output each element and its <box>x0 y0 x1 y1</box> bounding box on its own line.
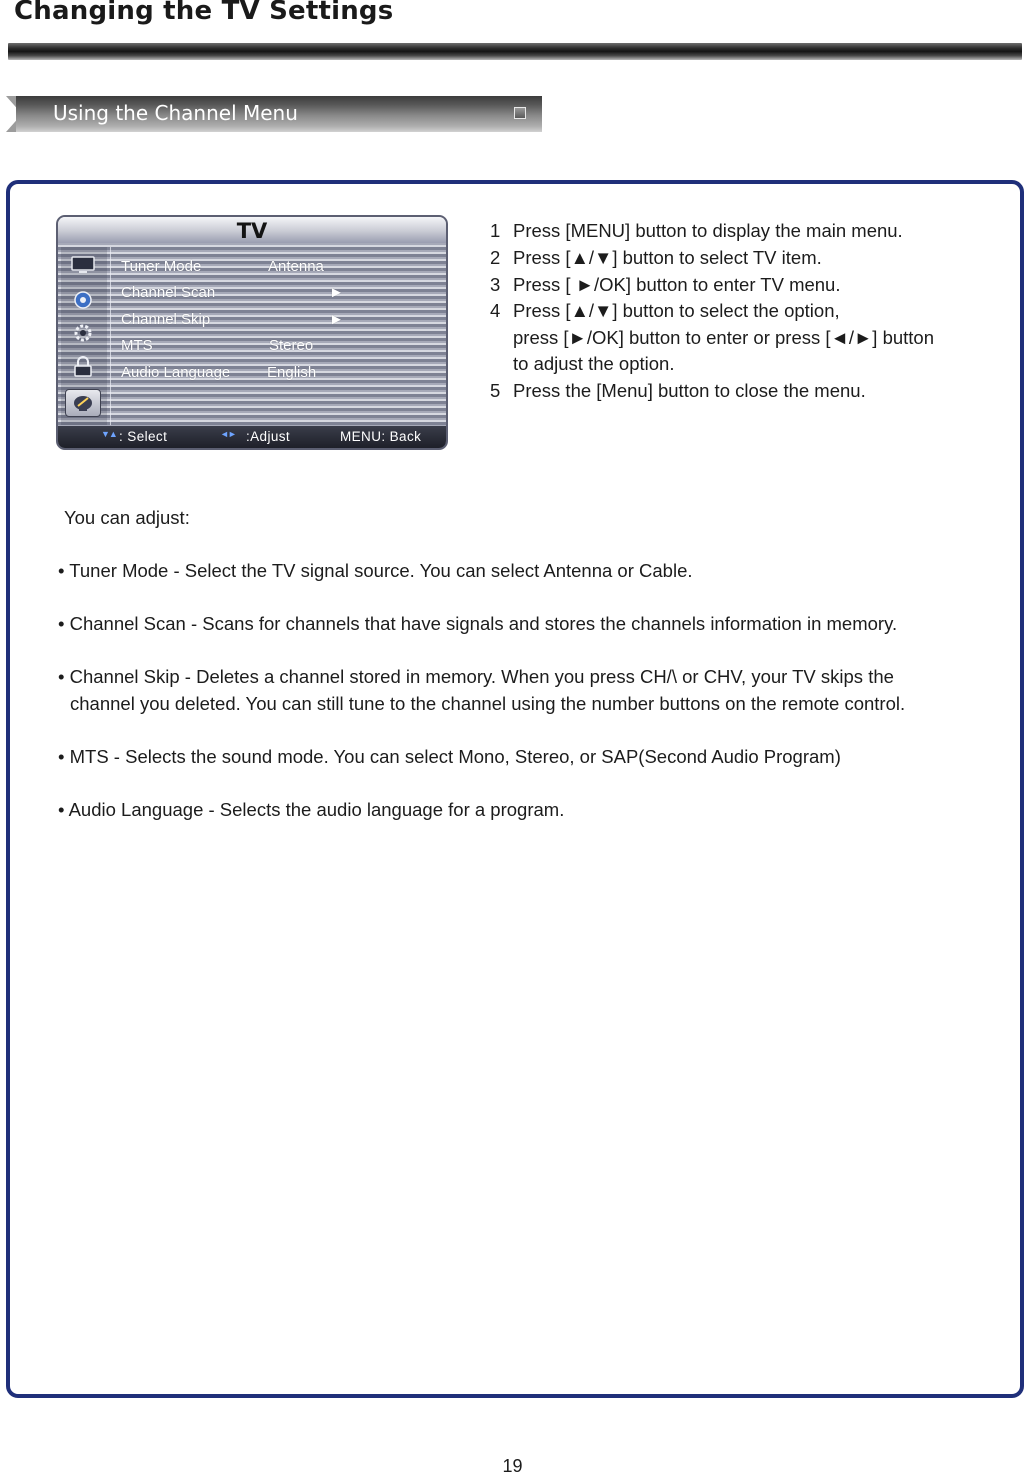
footer-back-hint: MENU: Back <box>340 429 422 444</box>
bullet-channel-skip-line-2: channel you deleted. You can still tune to the channel using the number buttons on the remote control. <box>70 693 906 714</box>
arrow-right-icon: ► <box>329 284 344 301</box>
tv-menu-item-label: Channel Scan <box>121 284 216 301</box>
tv-menu-icon-bar <box>61 247 107 425</box>
step-number: 5 <box>490 380 501 401</box>
tv-menu-separator <box>110 247 111 425</box>
left-right-arrows-icon: ◄► <box>220 429 236 439</box>
tv-menu-item-value: English <box>267 364 317 381</box>
section-title: Using the Channel Menu <box>53 101 298 125</box>
tv-menu-item-label: Channel Skip <box>121 311 211 328</box>
footer-adjust-hint: :Adjust <box>246 429 291 444</box>
bullet-audio-language: • Audio Language - Selects the audio language for a program. <box>58 799 565 820</box>
tv-menu-item-label: Audio Language <box>121 364 231 381</box>
tv-menu-item-label: Tuner Mode <box>121 258 202 275</box>
step-number: 2 <box>490 247 501 268</box>
page-title: Changing the TV Settings <box>14 0 394 26</box>
step-text: to adjust the option. <box>513 353 675 374</box>
footer-select-hint: : Select <box>119 429 168 444</box>
tv-menu-screenshot <box>56 215 448 450</box>
step-text: Press the [Menu] button to close the menu. <box>513 380 866 401</box>
tv-icon <box>65 389 101 417</box>
up-down-arrows-icon: ▼▲ <box>101 429 117 439</box>
bullet-channel-skip: • Channel Skip - Deletes a channel stored in memory. When you press CH/\ or CHV, your TV skips the <box>58 666 894 687</box>
setup-icon <box>65 319 101 347</box>
step-text: Press [▲/▼] button to select the option, <box>513 300 840 321</box>
bullet-channel-scan: • Channel Scan - Scans for channels that have signals and stores the channels information in memory. <box>58 613 898 634</box>
bullet-tuner-mode: • Tuner Mode - Select the TV signal source. You can select Antenna or Cable. <box>58 560 693 581</box>
sound-icon <box>65 285 101 313</box>
step-number: 4 <box>490 300 501 321</box>
page-number: 19 <box>502 1456 523 1476</box>
tv-menu-header <box>58 217 446 243</box>
picture-icon <box>65 251 101 279</box>
tv-menu-title: TV <box>236 219 268 243</box>
square-icon <box>514 107 526 119</box>
tv-menu-item-label: MTS <box>121 337 153 354</box>
step-text: Press [MENU] button to display the main menu. <box>513 220 903 241</box>
tv-menu-footer <box>58 426 446 448</box>
title-divider <box>8 43 1022 60</box>
lock-icon <box>65 353 101 381</box>
step-number: 1 <box>490 220 501 241</box>
step-text: Press [▲/▼] button to select TV item. <box>513 247 822 268</box>
arrow-right-icon: ► <box>329 311 344 328</box>
step-text: Press [ ►/OK] button to enter TV menu. <box>513 274 841 295</box>
bullet-mts: • MTS - Selects the sound mode. You can select Mono, Stereo, or SAP(Second Audio Program) <box>58 746 841 767</box>
step-text: press [►/OK] button to enter or press [◄/►] button <box>513 327 935 348</box>
tv-menu-item-value: Antenna <box>268 258 324 275</box>
step-number: 3 <box>490 274 501 295</box>
tv-menu-item-value: Stereo <box>269 337 314 354</box>
section-banner <box>16 96 542 132</box>
adjust-intro: You can adjust: <box>64 507 190 528</box>
